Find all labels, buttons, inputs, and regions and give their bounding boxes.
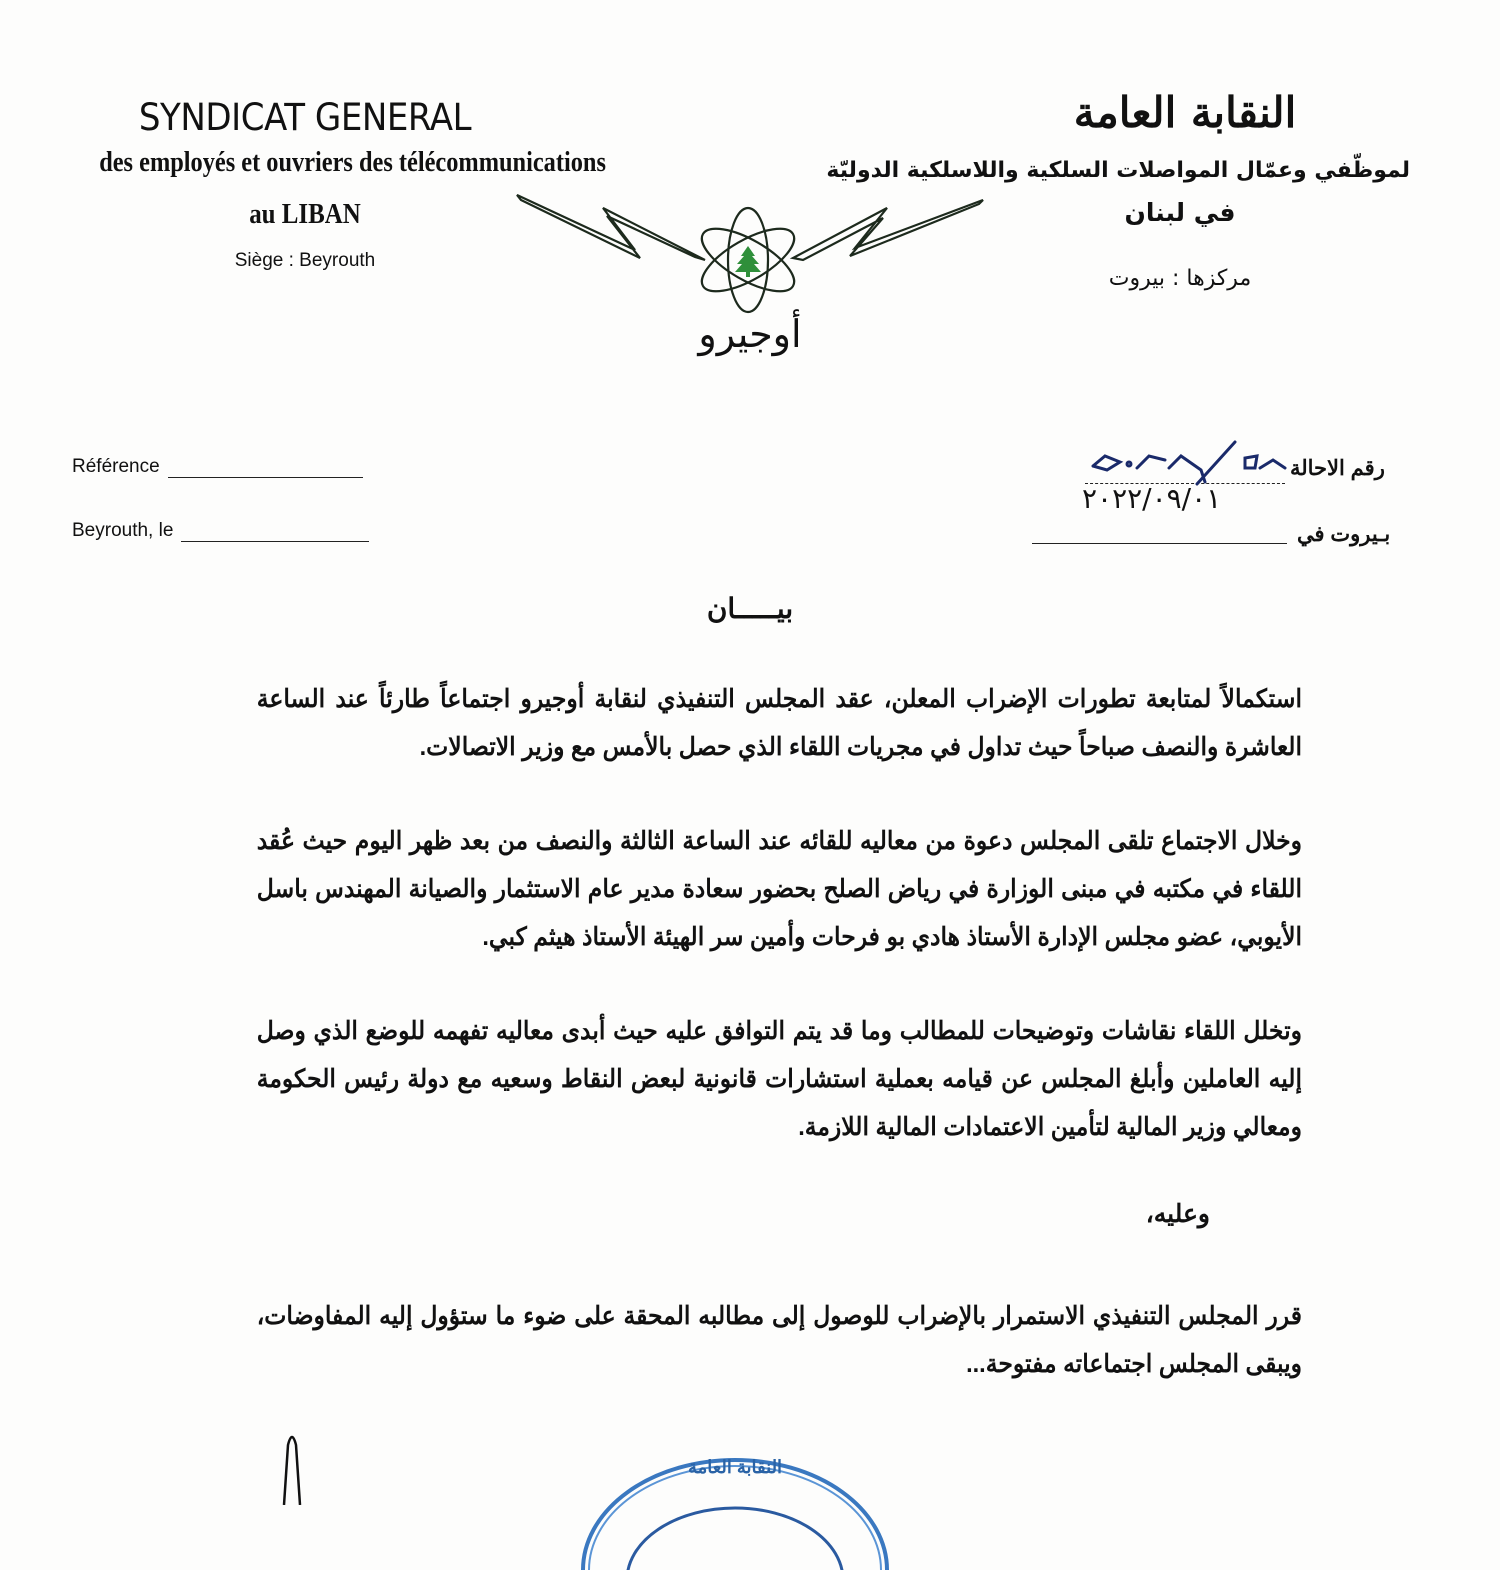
document-title: بيـــــان bbox=[706, 593, 794, 624]
handwritten-reference-number bbox=[1085, 438, 1290, 486]
ogero-logo-name: أوجيرو bbox=[698, 314, 802, 356]
arabic-org-seat: مركزها : بيروت bbox=[1108, 266, 1252, 291]
signature-stroke bbox=[270, 1425, 310, 1505]
french-org-seat: Siège : Beyrouth bbox=[234, 250, 376, 271]
reference-label-ar: رقم الاحالة bbox=[1290, 457, 1385, 480]
paragraph-2: وخلال الاجتماع تلقى المجلس دعوة من معاليه للقائه عند الساعة الثالثة والنصف من بعد ظهر اليوم حيث عُقد اللقاء في مكتبه في مبنى الوزارة في رياض الصلح بحضور سعادة مدير عام الاستثمار والصيانة المهندس باسل الأيوبي، عضو مجلس الإدارة الأستاذ هادي بو فرحات وأمين سر الهيئة الأستاذ هيثم كبي. bbox=[256, 827, 1302, 951]
date-blank-line-ar bbox=[1032, 543, 1287, 544]
french-org-title: SYNDICAT GENERAL bbox=[138, 96, 472, 139]
french-org-country: au LIBAN bbox=[249, 198, 361, 230]
reference-field-fr bbox=[72, 456, 363, 478]
date-field-fr bbox=[72, 520, 369, 542]
arabic-org-country: في لبنان bbox=[1124, 198, 1236, 227]
paragraph-3: وتخلل اللقاء نقاشات وتوضيحات للمطالب وما قد يتم التوافق عليه حيث أبدى معاليه تفهمه للوضع الذي وصل إليه العاملين وأبلغ المجلس عن قيامه بعملية استشارات قانونية لبعض النقاط وسعيه مع دولة رئيس الحكومة ومعالي وزير المالية لتأمين الاعتمادات المالية اللازمة. bbox=[256, 1017, 1302, 1141]
decision-paragraph: قرر المجلس التنفيذي الاستمرار بالإضراب للوصول إلى مطالبه المحقة على ضوء ما ستؤول إليه المفاوضات، ويبقى المجلس اجتماعاته مفتوحة... bbox=[256, 1302, 1302, 1378]
paragraph-1: استكمالاً لمتابعة تطورات الإضراب المعلن، عقد المجلس التنفيذي لنقابة أوجيرو اجتماعاً طارئاً عند الساعة العاشرة والنصف صباحاً حيث تداول في مجريات اللقاء الذي حصل بالأمس مع وزير الاتصالات. bbox=[256, 685, 1302, 761]
union-stamp-icon bbox=[560, 1430, 920, 1570]
date-label-fr: Beyrouth, le bbox=[72, 520, 174, 541]
closing-phrase: وعليه، bbox=[1145, 1200, 1210, 1228]
arabic-org-subtitle: لموظّفي وعمّال المواصلات السلكية واللاسلكية الدوليّة bbox=[826, 158, 1410, 183]
handwritten-date: ٢٠٢٢/٠٩/٠١ bbox=[1082, 482, 1222, 515]
atom-cedar-lightning-logo-icon bbox=[515, 180, 985, 320]
stamp-text: النقابة العامة bbox=[687, 1457, 783, 1477]
reference-label-fr: Référence bbox=[72, 456, 160, 477]
french-org-subtitle: des employés et ouvriers des télécommunications bbox=[99, 146, 606, 178]
reference-blank-line-fr bbox=[168, 476, 363, 478]
date-label-ar: بـيروت في bbox=[1297, 523, 1391, 546]
arabic-org-title: النقابة العامة bbox=[1073, 88, 1297, 137]
date-blank-line-fr bbox=[181, 540, 369, 542]
